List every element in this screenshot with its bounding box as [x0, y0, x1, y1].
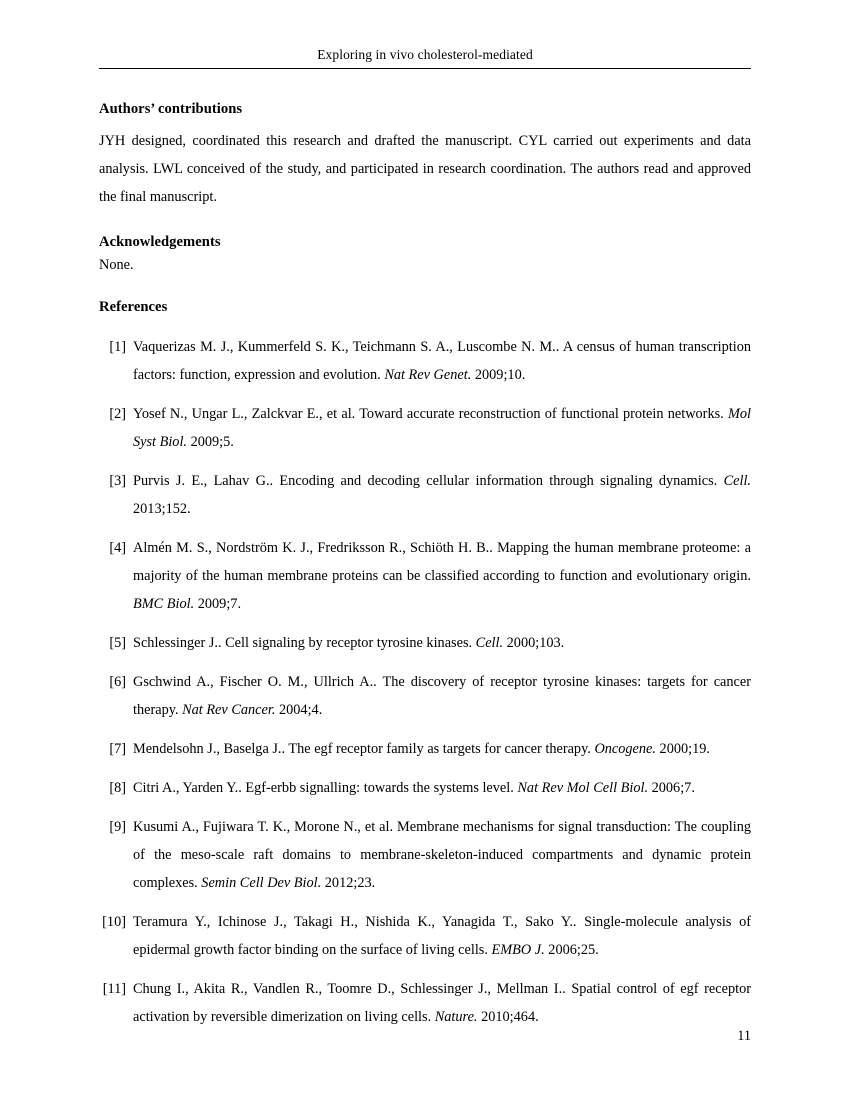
reference-volume-year: 2004;4.: [275, 702, 323, 718]
reference-item: [99, 400, 751, 456]
reference-text: Vaquerizas M. J., Kummerfeld S. K., Teichmann S. A., Luscombe N. M.. A census of human transcription factors: function, expression and evolution.: [133, 339, 751, 383]
running-head: Exploring in vivo cholesterol-mediated: [317, 47, 533, 62]
reference-journal: Mol Syst Biol.: [133, 406, 751, 450]
reference-volume-year: 2000;19.: [655, 741, 710, 757]
spacer-reference-list: [99, 325, 751, 333]
reference-volume-year: 2006;25.: [544, 942, 599, 958]
reference-item: [99, 467, 751, 523]
running-head-rule: [99, 68, 751, 69]
authors-contributions-paragraph: JYH designed, coordinated this research and drafted the manuscript. CYL carried out experiments and data analysis. LWL conceived of the study, and participated in research coordination. The authors read and approved the final manuscript.: [99, 133, 751, 205]
reference-journal: Nat Rev Mol Cell Biol.: [517, 780, 649, 796]
reference-item: [99, 534, 751, 618]
reference-text: Gschwind A., Fischer O. M., Ullrich A.. The discovery of receptor tyrosine kinases: targets for cancer therapy.: [133, 674, 751, 718]
reference-text: Almén M. S., Nordström K. J., Fredriksson R., Schiöth H. B.. Mapping the human membrane proteome: a majority of the human membrane proteins can be classified according to function and evolutionary origin.: [133, 540, 751, 584]
reference-volume-year: 2009;5.: [187, 434, 234, 450]
reference-journal: BMC Biol.: [133, 596, 195, 612]
reference-journal: Cell.: [475, 635, 504, 651]
reference-item: [99, 774, 751, 802]
reference-volume-year: 2009;10.: [471, 367, 526, 383]
reference-volume-year: 2010;464.: [477, 1009, 539, 1025]
reference-label: [4]: [109, 540, 126, 556]
page-content: [99, 100, 751, 1031]
heading-authors-contributions: Authors’ contributions: [99, 101, 243, 117]
reference-volume-year: 2013;152.: [133, 501, 191, 517]
reference-text: Chung I., Akita R., Vandlen R., Toomre D., Schlessinger J., Mellman I.. Spatial control of egf receptor activation by reversible dimerization on living cells.: [133, 981, 751, 1025]
reference-text: Schlessinger J.. Cell signaling by receptor tyrosine kinases.: [133, 635, 476, 651]
reference-label: [8]: [109, 780, 126, 796]
reference-label: [9]: [109, 819, 126, 835]
reference-item: [99, 333, 751, 389]
reference-item: [99, 668, 751, 724]
reference-label: [11]: [102, 981, 126, 997]
reference-label: [5]: [109, 635, 126, 651]
reference-text: Yosef N., Ungar L., Zalckvar E., et al. Toward accurate reconstruction of functional protein networks.: [133, 406, 728, 422]
reference-journal: Semin Cell Dev Biol.: [201, 875, 322, 891]
reference-text: Teramura Y., Ichinose J., Takagi H., Nishida K., Yanagida T., Sako Y.. Single-molecule analysis of epidermal growth factor binding on the surface of living cells.: [133, 914, 751, 958]
reference-item: [99, 908, 751, 964]
reference-label: [6]: [109, 674, 126, 690]
reference-item: [99, 813, 751, 897]
reference-text: Kusumi A., Fujiwara T. K., Morone N., et al. Membrane mechanisms for signal transduction: The coupling of the meso-scale raft domains to membrane-skeleton-induced compartments and dynamic protein complexes.: [133, 819, 751, 891]
reference-journal: EMBO J.: [491, 942, 545, 958]
reference-volume-year: 2012;23.: [321, 875, 376, 891]
reference-journal: Nat Rev Cancer.: [182, 702, 276, 718]
page-number: 11: [737, 1028, 751, 1044]
reference-journal: Nature.: [434, 1009, 478, 1025]
heading-acknowledgements: Acknowledgements: [99, 234, 221, 250]
reference-text: Purvis J. E., Lahav G.. Encoding and decoding cellular information through signaling dynamics.: [133, 473, 724, 489]
reference-label: [3]: [109, 473, 126, 489]
document-page: [99, 0, 751, 1100]
spacer-references: [99, 275, 751, 298]
heading-references: References: [99, 299, 168, 315]
reference-journal: Oncogene.: [594, 741, 656, 757]
reference-volume-year: 2006;7.: [648, 780, 695, 796]
reference-volume-year: 2000;103.: [503, 635, 565, 651]
reference-label: [1]: [109, 339, 126, 355]
reference-list: [99, 333, 751, 1031]
reference-label: [2]: [109, 406, 126, 422]
reference-journal: Nat Rev Genet.: [384, 367, 472, 383]
reference-journal: Cell.: [723, 473, 751, 489]
reference-label: [10]: [102, 914, 126, 930]
reference-item: [99, 735, 751, 763]
reference-volume-year: 2009;7.: [194, 596, 242, 612]
reference-item: [99, 975, 751, 1031]
reference-text: Citri A., Yarden Y.. Egf-erbb signalling: towards the systems level.: [133, 780, 518, 796]
reference-item: [99, 629, 751, 657]
acknowledgements-paragraph: None.: [99, 257, 134, 273]
reference-label: [7]: [109, 741, 126, 757]
reference-text: Mendelsohn J., Baselga J.. The egf receptor family as targets for cancer therapy.: [133, 741, 595, 757]
spacer-acknowledgements: [99, 211, 751, 233]
